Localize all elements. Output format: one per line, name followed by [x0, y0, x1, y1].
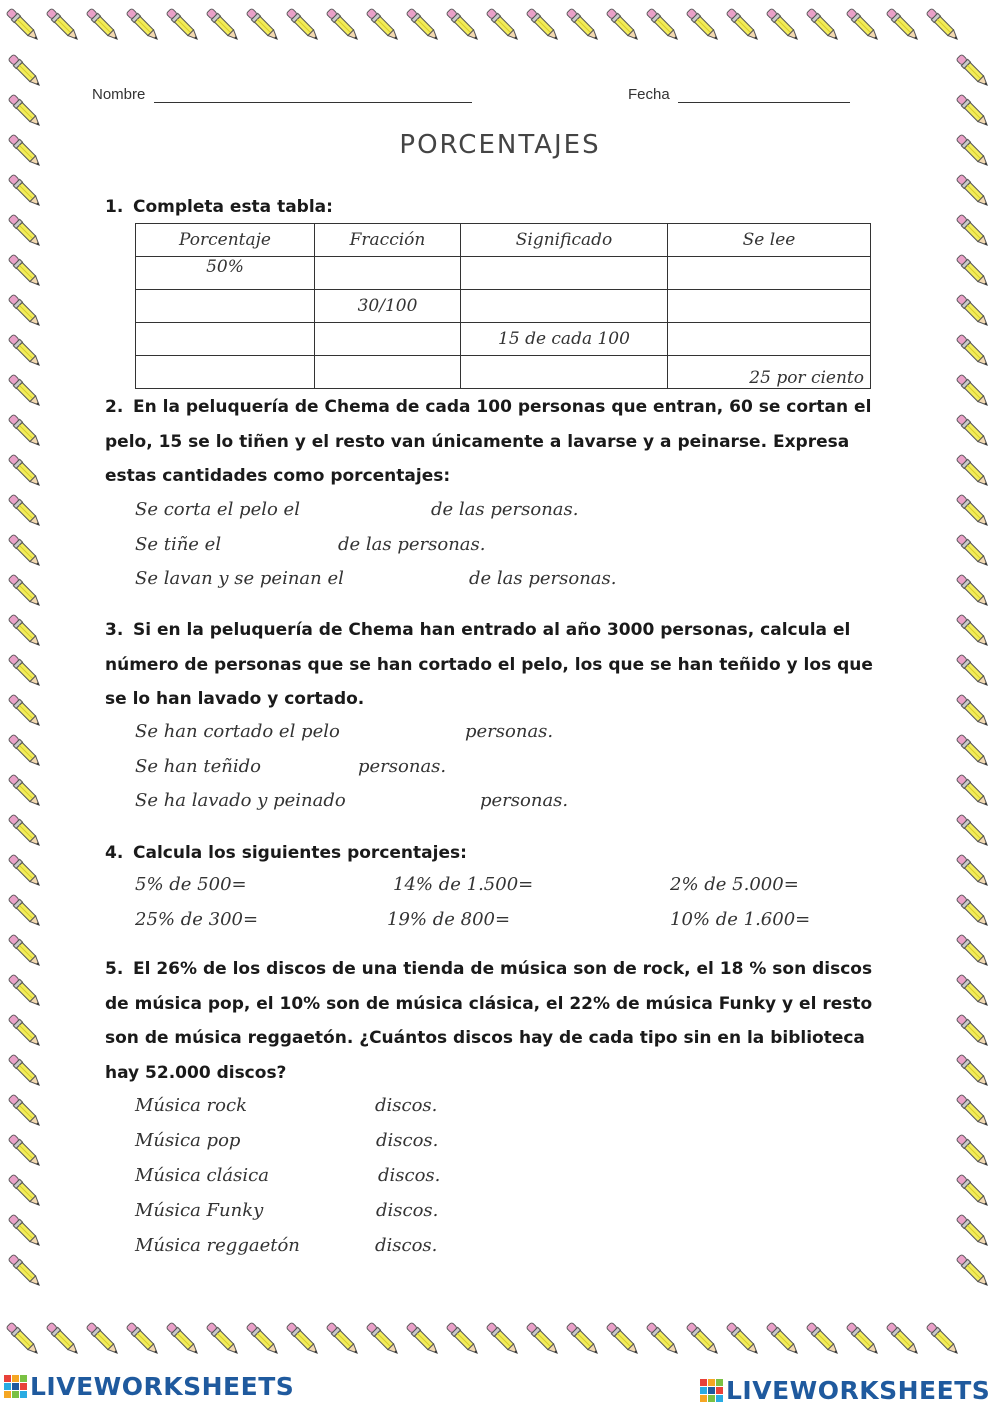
q2-line-2-suffix: de las personas. [338, 534, 486, 555]
q4-item: 19% de 800= [387, 909, 511, 930]
question-number: 1. [105, 197, 124, 217]
table-cell-input[interactable] [136, 290, 315, 323]
q3-line-2-answer[interactable] [266, 756, 354, 780]
table-cell-input[interactable] [461, 290, 668, 323]
q5-label: Música pop [135, 1130, 241, 1151]
pencil-icon [920, 2, 966, 48]
q5-suffix: discos. [376, 1200, 439, 1221]
table-cell: 30/100 [315, 290, 461, 323]
name-field[interactable] [154, 86, 472, 103]
q5-answer[interactable] [262, 1095, 368, 1119]
q5-answer[interactable] [305, 1235, 369, 1259]
question-number: 5. [105, 959, 124, 979]
logo-text: LIVEWORKSHEETS [726, 1376, 991, 1405]
q2-line-2-answer[interactable] [225, 534, 333, 558]
q3-line-2-suffix: personas. [358, 756, 447, 777]
q5-label: Música reggaetón [135, 1235, 300, 1256]
table-cell-input[interactable] [461, 257, 668, 290]
table-header: Significado [461, 224, 668, 257]
date-label: Fecha [628, 86, 670, 103]
question-3 [105, 613, 875, 717]
q5-suffix: discos. [376, 1130, 439, 1151]
q5-label: Música clásica [135, 1165, 269, 1186]
q3-line-1-label: Se han cortado el pelo [135, 721, 340, 742]
table-row [136, 323, 871, 356]
liveworksheets-logo-right [700, 1376, 990, 1405]
q5-answer[interactable] [248, 1130, 370, 1154]
table-cell: 50% [136, 257, 315, 290]
q3-line-3-label: Se ha lavado y peinado [135, 790, 346, 811]
table-row [136, 257, 871, 290]
question-text: Completa esta tabla: [133, 197, 333, 217]
q3-line-3-answer[interactable] [355, 790, 475, 814]
table-cell-input[interactable] [315, 356, 461, 389]
question-number: 4. [105, 843, 124, 863]
table-cell-input[interactable] [136, 323, 315, 356]
q2-line-3-answer[interactable] [350, 568, 462, 592]
q3-line-1-answer[interactable] [345, 721, 460, 745]
q5-answer[interactable] [270, 1200, 370, 1224]
table-cell-input[interactable] [136, 356, 315, 389]
table-cell: 25 por ciento [668, 356, 871, 389]
q5-answer[interactable] [275, 1165, 373, 1189]
q2-line-3-label: Se lavan y se peinan el [135, 568, 344, 589]
table-cell-input[interactable] [668, 323, 871, 356]
question-4 [105, 836, 875, 871]
question-text: Calcula los siguientes porcentajes: [133, 843, 467, 863]
q2-line-2-label: Se tiñe el [135, 534, 222, 555]
table-header: Fracción [315, 224, 461, 257]
page-title: PORCENTAJES [399, 130, 601, 160]
pencil-icon [2, 1248, 48, 1294]
q2-line-1-label: Se corta el pelo el [135, 499, 300, 520]
logo-blocks-icon [700, 1379, 723, 1402]
question-number: 2. [105, 397, 124, 417]
logo-text: LIVEWORKSHEETS [30, 1372, 295, 1401]
q4-item: 14% de 1.500= [393, 874, 534, 895]
table-cell-input[interactable] [315, 323, 461, 356]
pencil-icon [920, 1316, 966, 1362]
table-cell: 15 de cada 100 [461, 323, 668, 356]
percent-table [135, 223, 871, 389]
date-field[interactable] [678, 86, 850, 103]
pencil-icon [950, 1248, 996, 1294]
question-1 [105, 190, 875, 225]
q4-item: 10% de 1.600= [670, 909, 811, 930]
question-text: El 26% de los discos de una tienda de música son de rock, el 18 % son discos de música pop, el 10% son de música clásica, el 22% de música Funky y el resto son de música reggaetón. ¿Cuántos discos hay de cada tipo sin en la biblioteca hay 52.000 discos? [105, 959, 873, 1083]
name-label: Nombre [92, 86, 146, 103]
q5-suffix: discos. [375, 1095, 438, 1116]
table-row [136, 290, 871, 323]
question-2 [105, 390, 875, 494]
q4-item: 2% de 5.000= [670, 874, 799, 895]
table-cell-input[interactable] [461, 356, 668, 389]
table-header: Se lee [668, 224, 871, 257]
q3-line-2-label: Se han teñido [135, 756, 261, 777]
table-header-row [136, 224, 871, 257]
question-5 [105, 952, 875, 1090]
table-cell-input[interactable] [315, 257, 461, 290]
q5-label: Música rock [135, 1095, 247, 1116]
table-cell-input[interactable] [668, 290, 871, 323]
q2-line-1-suffix: de las personas. [431, 499, 579, 520]
q5-suffix: discos. [375, 1235, 438, 1256]
q5-suffix: discos. [378, 1165, 441, 1186]
table-header: Porcentaje [136, 224, 315, 257]
q4-item: 25% de 300= [135, 909, 259, 930]
q3-line-3-suffix: personas. [480, 790, 569, 811]
q3-line-1-suffix: personas. [465, 721, 554, 742]
q5-label: Música Funky [135, 1200, 264, 1221]
date-line [628, 86, 850, 103]
question-number: 3. [105, 620, 124, 640]
table-cell-input[interactable] [668, 257, 871, 290]
question-text: En la peluquería de Chema de cada 100 personas que entran, 60 se cortan el pelo, 15 se lo tiñen y el resto van únicamente a lavarse y a peinarse. Expresa estas cantidades como porcentajes: [105, 397, 872, 486]
name-line [92, 86, 472, 103]
logo-blocks-icon [4, 1375, 27, 1398]
liveworksheets-logo-left [4, 1372, 294, 1401]
table-row [136, 356, 871, 389]
question-text: Si en la peluquería de Chema han entrado al año 3000 personas, calcula el número de personas que se han cortado el pelo, los que se han teñido y los que se lo han lavado y cortado. [105, 620, 873, 709]
q4-item: 5% de 500= [135, 874, 247, 895]
q2-line-1-answer[interactable] [305, 499, 425, 523]
q2-line-3-suffix: de las personas. [469, 568, 617, 589]
